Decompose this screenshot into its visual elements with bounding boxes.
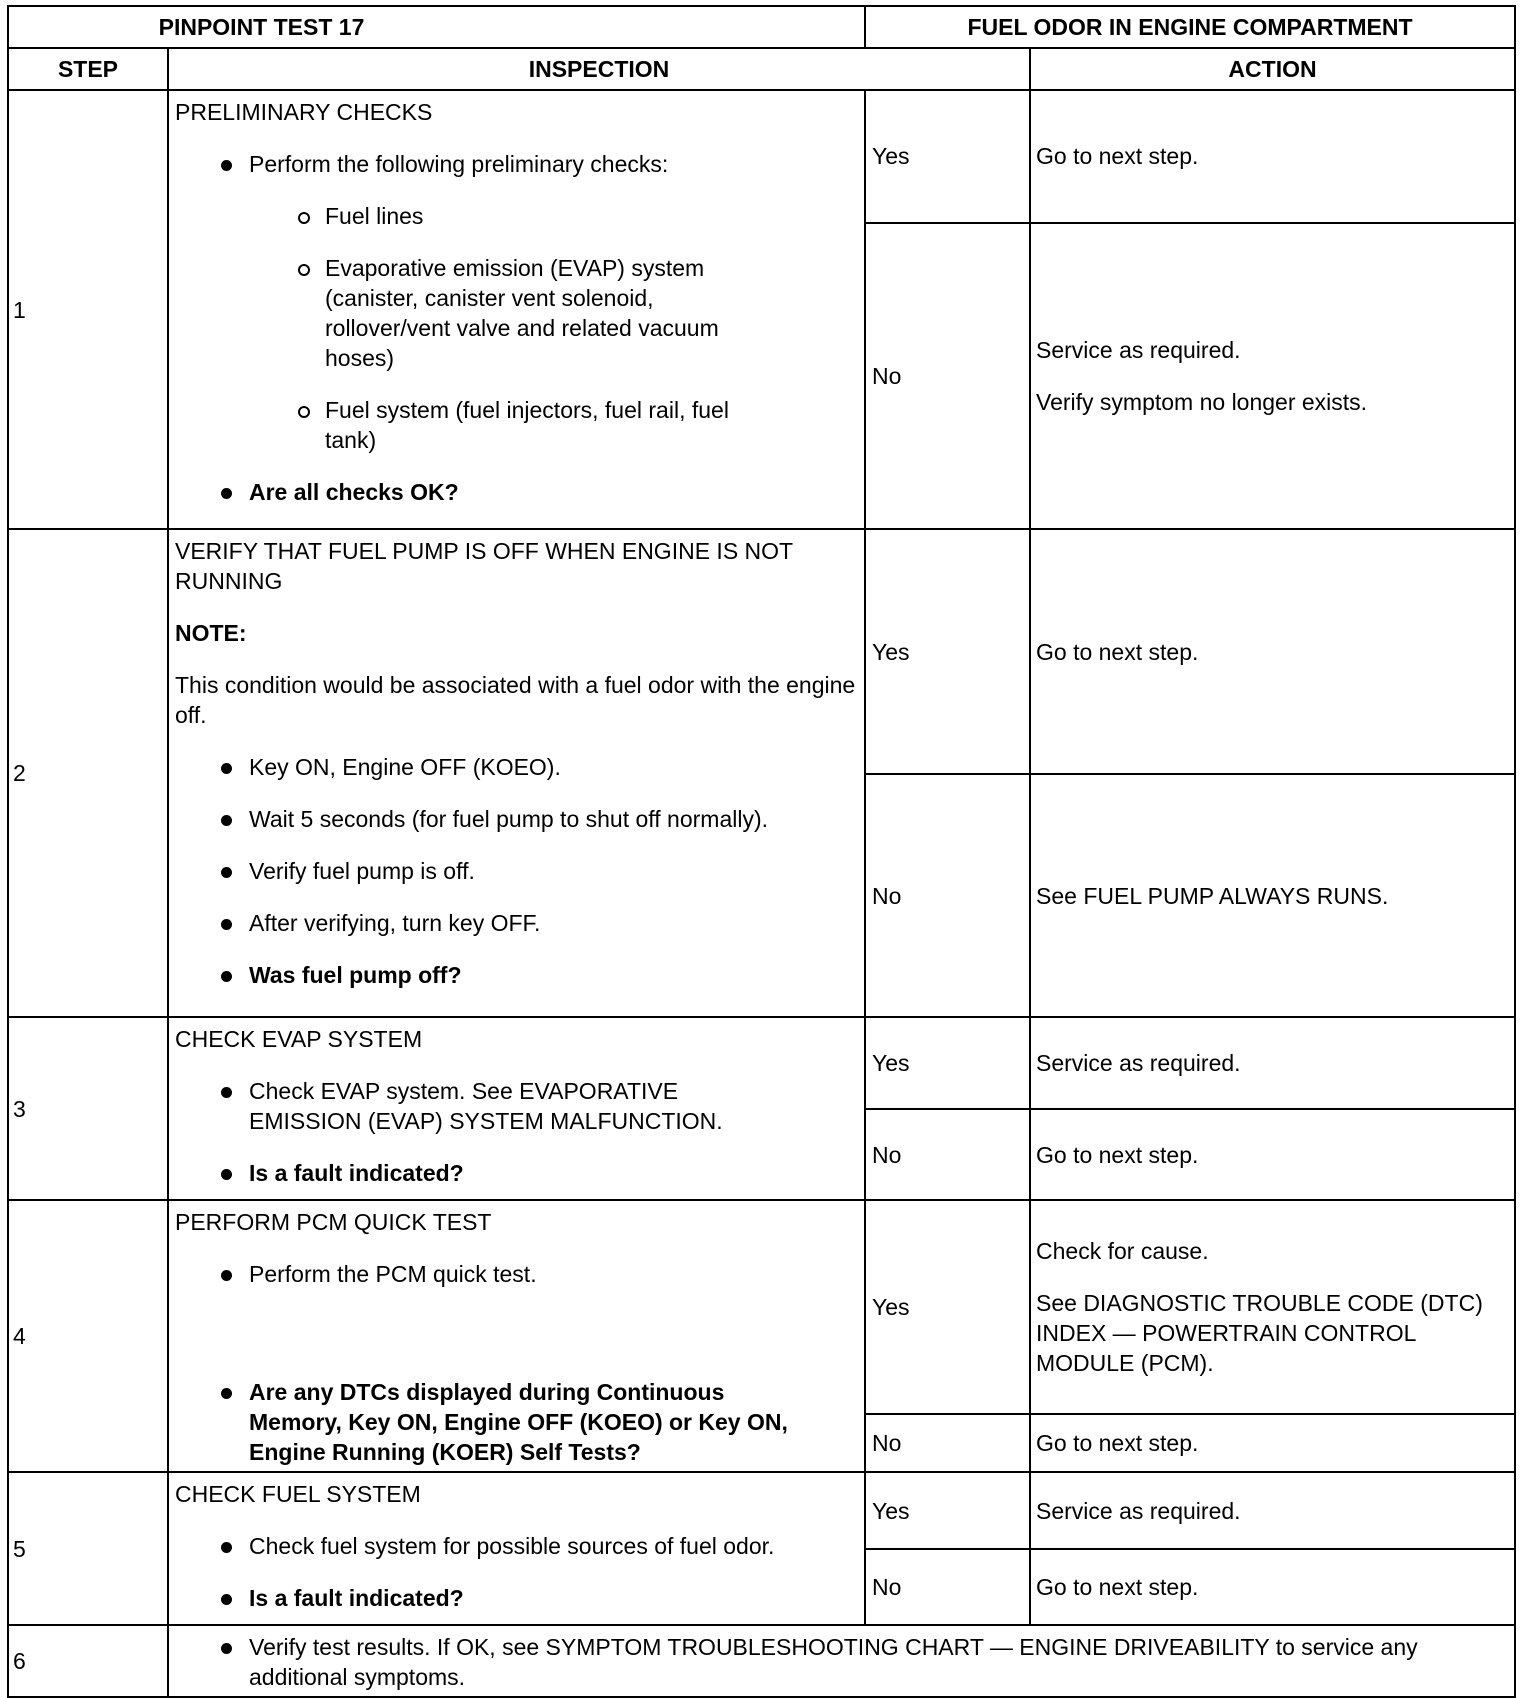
step-question: Are any DTCs displayed during Continuous Memory, Key ON, Engine OFF (KOEO) or Key ON, Engine Running (KOER) Self Tests? <box>175 1377 856 1467</box>
step-4-yes-row <box>8 1200 1515 1414</box>
yes-label: Yes <box>865 1200 1030 1414</box>
test-title-cell <box>8 6 865 48</box>
step-6-row <box>8 1625 1515 1697</box>
step-question: Was fuel pump off? <box>175 960 856 990</box>
yes-label: Yes <box>865 529 1030 774</box>
title-row <box>8 6 1515 48</box>
step-title: VERIFY THAT FUEL PUMP IS OFF WHEN ENGINE IS NOT RUNNING <box>175 538 793 594</box>
col-header-action: ACTION <box>1030 48 1515 90</box>
pinpoint-test-table <box>7 5 1516 1698</box>
step-number: 6 <box>8 1625 168 1697</box>
no-action: Go to next step. <box>1030 1549 1515 1625</box>
action-line: Service as required. <box>1036 337 1241 363</box>
step-number: 4 <box>8 1200 168 1472</box>
column-header-row <box>8 48 1515 90</box>
sub-bullet-item: Fuel lines <box>175 201 856 231</box>
action-line: Check for cause. <box>1036 1237 1209 1264</box>
yes-label: Yes <box>865 1472 1030 1549</box>
note-text: This condition would be associated with a fuel odor with the engine off. <box>175 672 856 728</box>
action-line: Verify symptom no longer exists. <box>1036 389 1368 415</box>
step-2-inspection <box>168 529 865 1017</box>
step-5-inspection <box>168 1472 865 1625</box>
bullet-item: Perform the following preliminary checks: <box>175 149 856 179</box>
step-6-bullets <box>175 1632 1506 1692</box>
no-label: No <box>865 1549 1030 1625</box>
bullet-item: Wait 5 seconds (for fuel pump to shut off normally). <box>175 804 856 834</box>
action-line: See DIAGNOSTIC TROUBLE CODE (DTC) INDEX — POWERTRAIN CONTROL MODULE (PCM). <box>1036 1289 1483 1376</box>
no-action: See FUEL PUMP ALWAYS RUNS. <box>1030 774 1515 1017</box>
step-title: CHECK FUEL SYSTEM <box>175 1481 421 1507</box>
step-2-bullets <box>175 752 856 990</box>
no-action <box>1030 223 1515 529</box>
yes-action: Go to next step. <box>1030 90 1515 223</box>
spacer <box>175 1311 856 1355</box>
bullet-item: Verify test results. If OK, see SYMPTOM TROUBLESHOOTING CHART — ENGINE DRIVEABILITY to service any additional symptoms. <box>175 1632 1506 1692</box>
bullet-item: After verifying, turn key OFF. <box>175 908 856 938</box>
no-label: No <box>865 223 1030 529</box>
col-header-step: STEP <box>8 48 168 90</box>
bullet-item: Check EVAP system. See EVAPORATIVE EMISSION (EVAP) SYSTEM MALFUNCTION. <box>175 1076 856 1136</box>
step-question: Is a fault indicated? <box>175 1583 856 1613</box>
step-title: PRELIMINARY CHECKS <box>175 99 433 125</box>
step-1-yes-row <box>8 90 1515 223</box>
bullet-item: Key ON, Engine OFF (KOEO). <box>175 752 856 782</box>
step-1-bullets <box>175 149 856 507</box>
step-question: Is a fault indicated? <box>175 1158 856 1188</box>
step-1-inspection <box>168 90 865 529</box>
step-2-yes-row <box>8 529 1515 774</box>
bullet-item: Perform the PCM quick test. <box>175 1259 856 1289</box>
yes-action <box>1030 1200 1515 1414</box>
step-question: Are all checks OK? <box>175 477 856 507</box>
yes-label: Yes <box>865 1017 1030 1109</box>
note-label: NOTE: <box>175 620 247 646</box>
bullet-item: Verify fuel pump is off. <box>175 856 856 886</box>
step-number: 1 <box>8 90 168 529</box>
yes-action: Service as required. <box>1030 1017 1515 1109</box>
step-title: PERFORM PCM QUICK TEST <box>175 1209 492 1235</box>
test-title: PINPOINT TEST 17 <box>158 14 365 40</box>
no-label: No <box>865 1414 1030 1472</box>
sub-bullet-item: Fuel system (fuel injectors, fuel rail, fuel tank) <box>175 395 856 455</box>
no-label: No <box>865 1109 1030 1200</box>
no-label: No <box>865 774 1030 1017</box>
step-5-yes-row <box>8 1472 1515 1549</box>
yes-label: Yes <box>865 90 1030 223</box>
step-title: CHECK EVAP SYSTEM <box>175 1026 423 1052</box>
test-subject: FUEL ODOR IN ENGINE COMPARTMENT <box>865 6 1515 48</box>
sub-bullet-item: Evaporative emission (EVAP) system (canister, canister vent solenoid, rollover/vent valve and related vacuum hoses) <box>175 253 856 373</box>
no-action: Go to next step. <box>1030 1109 1515 1200</box>
step-5-bullets <box>175 1531 856 1613</box>
step-4-bullets <box>175 1259 856 1467</box>
step-4-inspection <box>168 1200 865 1472</box>
step-3-bullets <box>175 1076 856 1188</box>
no-action: Go to next step. <box>1030 1414 1515 1472</box>
step-3-yes-row <box>8 1017 1515 1109</box>
step-3-inspection <box>168 1017 865 1200</box>
step-number: 3 <box>8 1017 168 1200</box>
yes-action: Service as required. <box>1030 1472 1515 1549</box>
step-6-inspection <box>168 1625 1515 1697</box>
bullet-item: Check fuel system for possible sources of fuel odor. <box>175 1531 856 1561</box>
step-number: 5 <box>8 1472 168 1625</box>
col-header-inspection: INSPECTION <box>168 48 1030 90</box>
step-number: 2 <box>8 529 168 1017</box>
yes-action: Go to next step. <box>1030 529 1515 774</box>
